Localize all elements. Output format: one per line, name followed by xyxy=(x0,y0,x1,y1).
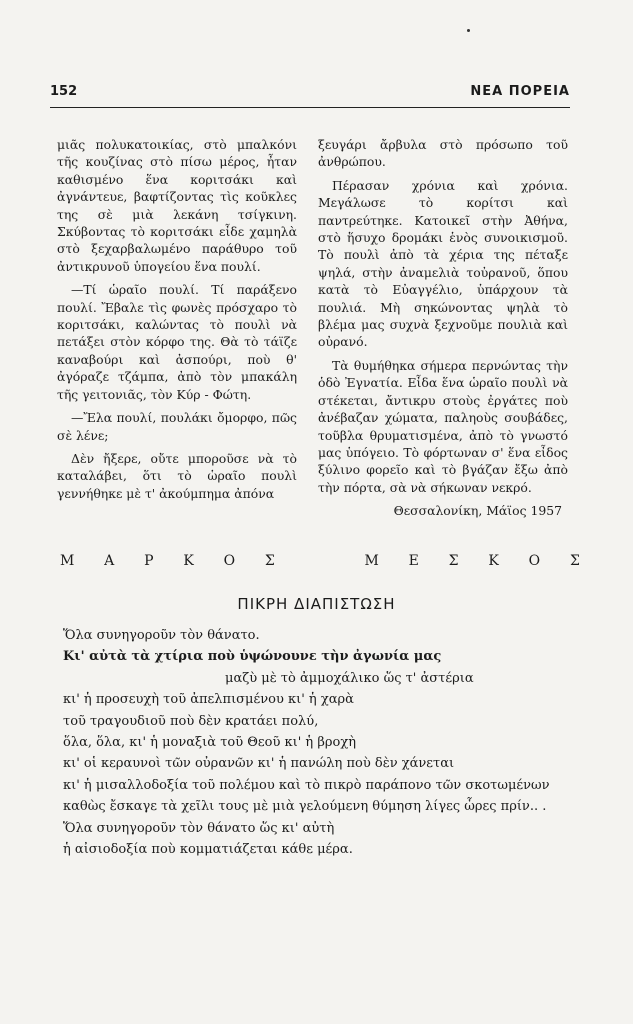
author-letter: Σ xyxy=(264,553,275,569)
poem-line: Κι' αὐτὰ τὰ χτίρια ποὺ ὑψώνουνε τὴν ἀγωνία μας xyxy=(63,649,442,665)
paragraph: μιᾶς πολυκατοικίας, στὸ μπαλκόνι τῆς κουζίνας στὸ πίσω μέρος, ἦταν καθισμένο ἕνα κοριτσάκι καὶ ἀγνάντευε, βαφτίζοντας τὶς κοῦκλες της σὲ μιὰ λεκάνη τσίγκινη. Σκύβοντας τὸ κοριτσάκι εἶδε χαμηλὰ στὸ ξεχαρβαλωμένο παράθυρο τοῦ ἀντικρυνοῦ ὑπογείου ἕνα πουλί. xyxy=(57,137,297,274)
poem-line: Ὅλα συνηγοροῦν τὸν θάνατο ὥς κι' αὐτὴ xyxy=(63,820,335,836)
poem-line: ἡ αἰσιοδοξία ποὺ κομματιάζεται κάθε μέρα. xyxy=(63,842,353,858)
place-date-signature: Θεσσαλονίκη, Μάϊος 1957 xyxy=(393,503,562,519)
poem-line: καθὼς ἔσκαγε τὰ χεῖλι τους μὲ μιὰ γελούμενη θύμηση λίγες ὧρες πρίν.. . xyxy=(63,799,547,815)
author-letter: Κ xyxy=(488,553,499,569)
author-letter: Μ xyxy=(60,553,75,569)
author-letter: Σ xyxy=(448,553,459,569)
right-column xyxy=(318,136,568,526)
name-gap xyxy=(305,553,335,569)
author-letter: Α xyxy=(104,553,115,569)
author-letter: Ρ xyxy=(144,553,154,569)
left-column xyxy=(57,136,297,508)
poem-line: ὅλα, ὅλα, κι' ἡ μοναξιὰ τοῦ Θεοῦ κι' ἡ βροχὴ xyxy=(63,735,357,751)
poem-line: κι' ἡ προσευχὴ τοῦ ἀπελπισμένου κι' ἡ χαρὰ xyxy=(63,692,354,708)
author-letter: Μ xyxy=(364,553,379,569)
poem-line: κι' ἡ μισαλλοδοξία τοῦ πολέμου καὶ τὸ πικρὸ παράπονο τῶν σκοτωμένων xyxy=(63,777,550,793)
paragraph: —Ἔλα πουλί, πουλάκι ὄμορφο, πῶς σὲ λένε; xyxy=(57,410,297,443)
journal-title: ΝΕΑ ΠΟΡΕΙΑ xyxy=(470,84,570,99)
poem-line: Ὅλα συνηγοροῦν τὸν θάνατο. xyxy=(63,628,260,643)
poem-line: τοῦ τραγουδιοῦ ποὺ δὲν κρατάει πολύ, xyxy=(63,713,319,729)
author-letter: Ο xyxy=(528,553,541,569)
paragraph: Τὰ θυμήθηκα σήμερα περνώντας τὴν ὁδὸ Ἐγνατία. Εἶδα ἕνα ὡραῖο πουλὶ νὰ στέκεται, ἄντικρυ στοὺς ἐργάτες ποὺ ἀνέβαζαν χώματα, παληοὺς σουβάδες, τοῦβλα θρυματισμένα, ἀπὸ τὸ γνωστό μας ὑπόγειο. Τὸ φόρτωναν σ' ἕνα εἶδος ξύλινο φορεῖο καὶ τὸ βγάζαν ἔξω ἀπὸ τὴν πόρτα, σὰ νὰ σήκωναν νεκρό. xyxy=(318,357,568,495)
header-rule xyxy=(50,107,570,108)
author-letter: Ο xyxy=(223,553,236,569)
paragraph: Πέρασαν χρόνια καὶ χρόνια. Μεγάλωσε τὸ κορίτσι καὶ παντρεύτηκε. Κατοικεῖ στὴν Ἀθήνα, στὸ ἥσυχο δρομάκι ἑνὸς συνοικισμοῦ. Τὸ πουλὶ ἀπὸ τὰ χέρια της πέταξε ψηλά, στὴν ἀναμελιὰ τοὐρανοῦ, ὅπου κατὰ τὸ Εὐαγγέλιο, ὑπάρχουν τὰ πουλιά. Μὴ σηκώνοντας ψηλὰ τὸ βλέμα μας συχνὰ ξεχνοῦμε πουλιὰ καὶ οὐρανό. xyxy=(318,177,568,350)
page-number: 152 xyxy=(50,84,78,99)
poem-title: ΠΙΚΡΗ ΔΙΑΠΙΣΤΩΣΗ xyxy=(237,595,396,613)
paragraph: Δὲν ἤξερε, οὔτε μποροῦσε νὰ τὸ καταλάβει, ὅτι τὸ ὡραῖο πουλὶ γεννήθηκε μὲ τ' ἀκούμπημα ἀπόνα xyxy=(57,450,297,501)
ink-speck xyxy=(467,29,470,32)
author-letter: Κ xyxy=(183,553,194,569)
author-letter: Σ xyxy=(569,553,580,569)
page-header xyxy=(50,84,570,104)
poem-line: μαζὺ μὲ τὸ ἀμμοχάλικο ὥς τ' ἀστέρια xyxy=(225,670,474,686)
poem-author xyxy=(60,553,580,569)
poem xyxy=(63,625,583,860)
author-letter: Ε xyxy=(408,553,419,569)
paragraph: —Τί ὡραῖο πουλί. Τί παράξενο πουλί. Ἔβαλε τὶς φωνὲς πρόσχαρο τὸ κοριτσάκι, καλώντας τὸ πουλὶ νὰ πετάξει στὸν κόρφο της. Θὰ τὸ τάϊζε καναβούρι καὶ ἀσπούρι, ποὺ θ' ἀγόραζε τζάμπα, ἀπὸ τὸν μπακάλη τῆς γειτονιᾶς, τὸν Κύρ - Φώτη. xyxy=(57,282,297,402)
poem-line: κι' οἱ κεραυνοὶ τῶν οὐρανῶν κι' ἡ πανώλη ποὺ δὲν χάνεται xyxy=(63,756,455,772)
paragraph: ξευγάρι ἄρβυλα στὸ πρόσωπο τοῦ ἀνθρώπου. xyxy=(318,137,568,170)
